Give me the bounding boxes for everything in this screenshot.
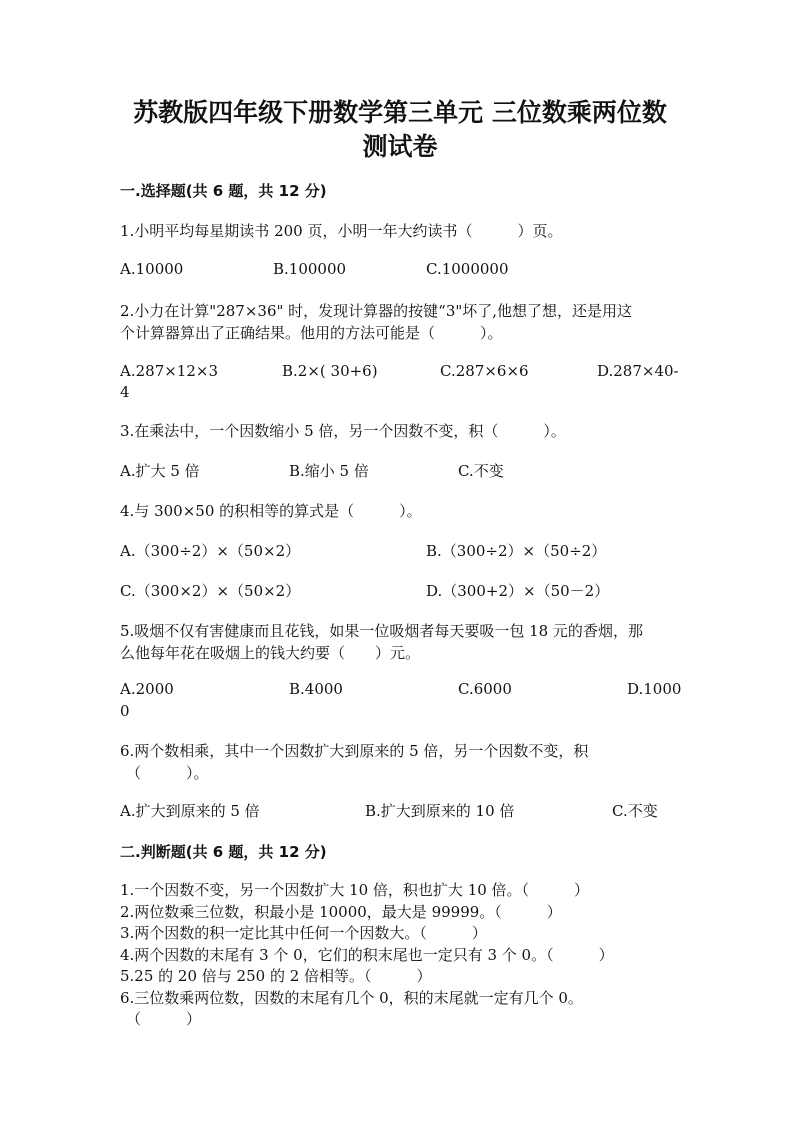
q3-option-a: A.扩大 5 倍 <box>120 462 200 480</box>
question-6-text-line2: （ ）。 <box>126 764 209 782</box>
question-5-text-line1: 5.吸烟不仅有害健康而且花钱，如果一位吸烟者每天要吸一包 18 元的香烟，那 <box>120 622 643 640</box>
q4-option-c: C.（300×2）×（50×2） <box>120 582 301 600</box>
q6-option-a: A.扩大到原来的 5 倍 <box>120 802 260 820</box>
tf-item-6: 6.三位数乘两位数，因数的末尾有几个 0，积的末尾就一定有几个 0。 <box>120 989 583 1007</box>
q5-option-b: B.4000 <box>289 680 343 698</box>
tf-item-6-wrap: （ ） <box>126 1010 202 1028</box>
tf-item-4: 4.两个因数的末尾有 3 个 0，它们的积末尾也一定只有 3 个 0。（ ） <box>120 946 614 964</box>
q5-option-a: A.2000 <box>120 680 174 698</box>
exam-title-line2: 测试卷 <box>362 132 438 161</box>
q4-option-a: A.（300÷2）×（50×2） <box>120 542 301 560</box>
q4-option-d: D.（300+2）×（50－2） <box>426 582 610 600</box>
question-1-text: 1.小明平均每星期读书 200 页，小明一年大约读书（ ）页。 <box>120 222 563 240</box>
q1-option-b: B.100000 <box>273 260 347 278</box>
q1-option-a: A.10000 <box>120 260 184 278</box>
q1-option-c: C.1000000 <box>426 260 509 278</box>
q2-option-d-wrap: 4 <box>120 383 130 401</box>
q2-option-d: D.287×40- <box>597 362 679 380</box>
question-5-text-line2: 么他每年花在吸烟上的钱大约要（ ）元。 <box>120 644 421 662</box>
q2-option-b: B.2×( 30+6) <box>282 362 378 380</box>
q2-option-a: A.287×12×3 <box>120 362 218 380</box>
question-3-text: 3.在乘法中，一个因数缩小 5 倍，另一个因数不变，积（ ）。 <box>120 422 566 440</box>
section-heading-true-false: 二.判断题(共 6 题，共 12 分) <box>120 843 327 861</box>
q4-option-b: B.（300÷2）×（50÷2） <box>426 542 607 560</box>
exam-title-line1: 苏教版四年级下册数学第三单元 三位数乘两位数 <box>133 98 667 127</box>
tf-item-1: 1.一个因数不变，另一个因数扩大 10 倍，积也扩大 10 倍。（ ） <box>120 881 590 899</box>
question-6-text-line1: 6.两个数相乘，其中一个因数扩大到原来的 5 倍，另一个因数不变，积 <box>120 742 589 760</box>
question-2-text-line2: 个计算器算出了正确结果。他用的方法可能是（ ）。 <box>120 324 503 342</box>
q2-option-c: C.287×6×6 <box>440 362 529 380</box>
q5-option-d: D.1000 <box>627 680 682 698</box>
tf-item-3: 3.两个因数的积一定比其中任何一个因数大。（ ） <box>120 924 487 942</box>
section-heading-choice: 一.选择题(共 6 题，共 12 分) <box>120 182 327 200</box>
tf-item-5: 5.25 的 20 倍与 250 的 2 倍相等。（ ） <box>120 967 432 985</box>
q3-option-b: B.缩小 5 倍 <box>289 462 369 480</box>
q5-option-d-wrap: 0 <box>120 702 130 720</box>
q6-option-c: C.不变 <box>612 802 658 820</box>
tf-item-2: 2.两位数乘三位数，积最小是 10000，最大是 99999。（ ） <box>120 903 562 921</box>
q3-option-c: C.不变 <box>458 462 504 480</box>
question-2-text-line1: 2.小力在计算"287×36" 时，发现计算器的按键“3"坏了,他想了想，还是用这 <box>120 302 633 320</box>
question-4-text: 4.与 300×50 的积相等的算式是（ ）。 <box>120 502 422 520</box>
q5-option-c: C.6000 <box>458 680 512 698</box>
q6-option-b: B.扩大到原来的 10 倍 <box>365 802 515 820</box>
